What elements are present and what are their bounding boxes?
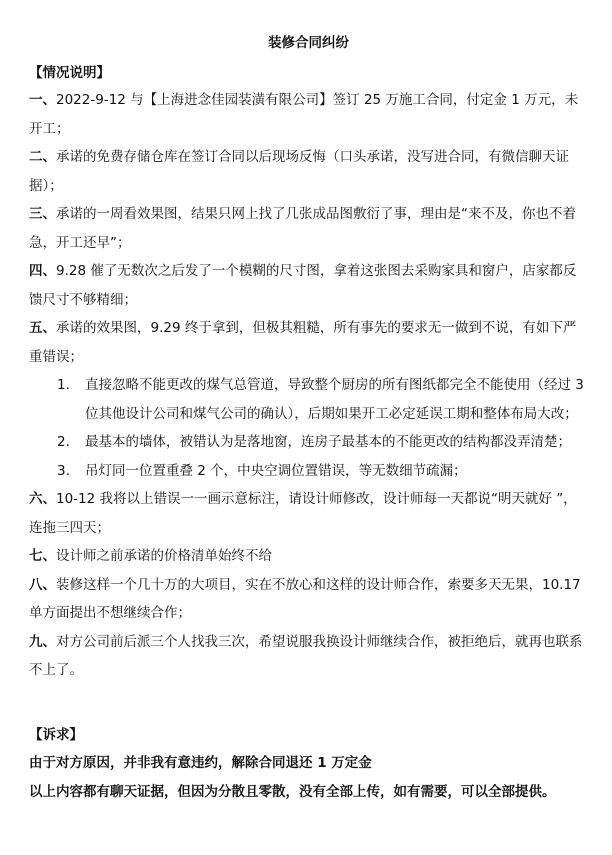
item-text: 直接忽略不能更改的煤气总管道，导致整个厨房的所有图纸都完全不能使用（经过 3 位其他设计公司和煤气公司的确认），后期如果开工必定延误工期和整体布局大改； — [85, 377, 584, 422]
item-number: 四、 — [29, 263, 56, 279]
item-number: 八、 — [29, 576, 56, 593]
list-item — [29, 428, 588, 457]
item-text: 9.28 催了无数次之后发了一个模糊的尺寸图，拿着这张图去采购家具和窗户，店家都反馈尺寸不够精细； — [29, 263, 577, 308]
list-item — [29, 143, 588, 200]
item-text: 承诺的一周看效果图，结果只网上找了几张成品图敷衍了事，理由是“来不及，你也不着急，开工还早”； — [29, 206, 576, 251]
list-item — [29, 86, 588, 143]
error-sublist — [29, 371, 588, 485]
claim-item: 以上内容都有聊天证据，但因为分散且零散，没有全部上传，如有需要，可以全部提供。 — [29, 783, 556, 800]
item-text: 承诺的免费存储仓库在签订合同以后现场反悔（口头承诺，没写进合同，有微信聊天证据）； — [29, 149, 569, 194]
document-title: 装修合同纠纷 — [268, 35, 349, 51]
item-text: 设计师之前承诺的价格清单始终不给 — [56, 548, 272, 564]
situation-list-continued — [29, 485, 588, 685]
item-number: 1. — [57, 377, 70, 393]
list-item — [29, 485, 588, 542]
situation-heading: 【情况说明】 — [29, 65, 110, 81]
list-item — [29, 257, 588, 314]
item-text: 10-12 我将以上错误一一画示意标注，请设计师修改，设计师每一天都说“明天就好 ”，连拖三四天； — [29, 491, 577, 536]
list-item — [29, 542, 588, 571]
item-number: 九、 — [29, 633, 56, 650]
item-number: 一、 — [29, 92, 56, 108]
situation-list — [29, 86, 588, 371]
claim-item: 由于对方原因，并非我有意违约，解除合同退还 1 万定金 — [29, 755, 372, 771]
spacer — [29, 685, 588, 721]
item-number: 2. — [57, 434, 70, 450]
claims-list — [29, 749, 588, 806]
item-number: 五、 — [29, 320, 56, 336]
item-number: 3. — [57, 462, 70, 479]
list-item — [29, 571, 588, 628]
item-number: 六、 — [29, 491, 56, 507]
item-text: 对方公司前后派三个人找我三次，希望说服我换设计师继续合作，被拒绝后，就再也联系不上了。 — [29, 633, 583, 678]
list-item — [29, 314, 588, 371]
item-text: 承诺的效果图，9.29 终于拿到，但极其粗糙，所有事先的要求无一做到不说，有如下严重错误； — [29, 320, 577, 365]
claims-heading: 【诉求】 — [29, 726, 83, 743]
list-item — [29, 628, 588, 685]
item-text: 2022-9-12 与【上海进念佳园装潢有限公司】签订 25 万施工合同，付定金 1 万元，未开工； — [29, 92, 579, 137]
item-text: 最基本的墙体，被错认为是落地窗，连房子最基本的不能更改的结构都没弄清楚； — [85, 434, 571, 450]
item-text: 吊灯同一位置重叠 2 个，中央空调位置错误，等无数细节疏漏； — [85, 462, 467, 479]
list-item — [29, 371, 588, 428]
item-number: 二、 — [29, 149, 56, 165]
item-number: 七、 — [29, 548, 56, 564]
list-item — [29, 457, 588, 486]
item-number: 三、 — [29, 206, 56, 222]
item-text: 装修这样一个几十万的大项目，实在不放心和这样的设计师合作，索要多天无果，10.17 单方面提出不想继续合作； — [29, 576, 581, 621]
list-item — [29, 200, 588, 257]
